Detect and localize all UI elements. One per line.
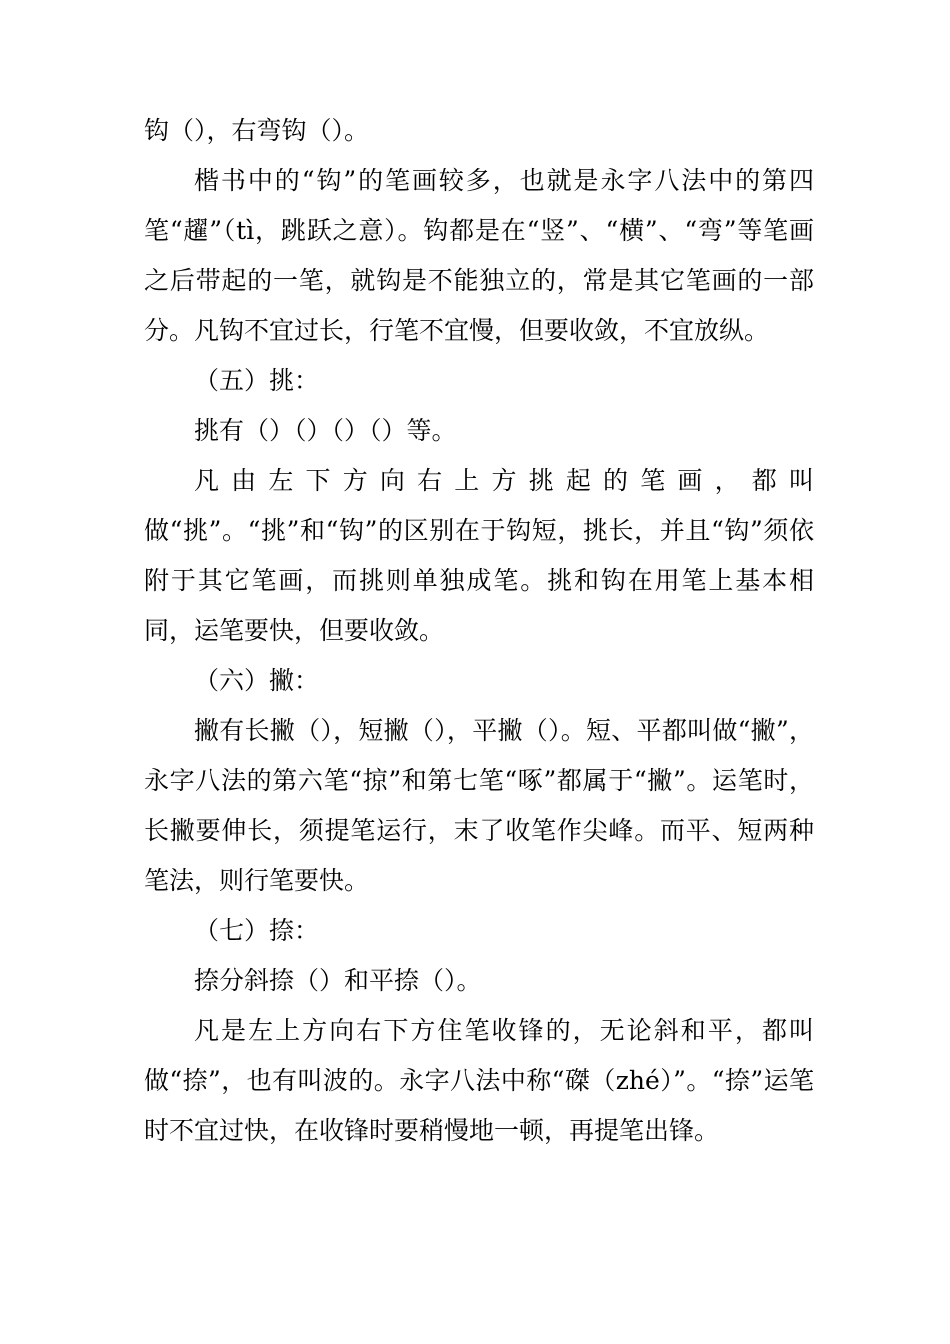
- section-heading-na: （七）捺：: [194, 916, 320, 945]
- section-heading-tiao: （五）挑：: [194, 366, 320, 395]
- section-heading-pie: （六）撇：: [194, 666, 320, 695]
- paragraph-na-description: 凡是左上方向右下方住笔收锋的，无论斜和平，都叫做“捺”，也有叫波的。永字八法中称“磔（zhé）”。“捺”运笔时不宜过快，在收锋时要稍慢地一顿，再提笔出锋。: [144, 1016, 814, 1145]
- paragraph-na-types: 捺分斜捺（）和平捺（）。: [194, 966, 482, 995]
- paragraph-hook-description: 楷书中的“钩”的笔画较多，也就是永字八法中的第四笔“趯”（tì，跳跃之意）。钩都是在“竖”、“横”、“弯”等笔画之后带起的一笔，就钩是不能独立的，常是其它笔画的一部分。凡钩不宜过长，行笔不宜慢，但要收敛，不宜放纵。: [144, 166, 814, 345]
- paragraph-tiao-description: 凡由左下方向右上方挑起的笔画，都叫做“挑”。“挑”和“钩”的区别在于钩短，挑长，并且“钩”须依附于其它笔画，而挑则单独成笔。挑和钩在用笔上基本相同，运笔要快，但要收敛。: [144, 466, 814, 645]
- paragraph-pie-description: 撇有长撇（），短撇（），平撇（）。短、平都叫做“撇”，永字八法的第六笔“掠”和第七笔“啄”都属于“撇”。运笔时，长撇要伸长，须提笔运行，末了收笔作尖峰。而平、短两种笔法，则行笔要快。: [144, 716, 814, 895]
- paragraph-tiao-types: 挑有（）（）（）（）等。: [194, 416, 457, 445]
- document-body: [144, 106, 814, 1156]
- paragraph-hook-continued: 钩（），右弯钩（）。: [144, 116, 370, 145]
